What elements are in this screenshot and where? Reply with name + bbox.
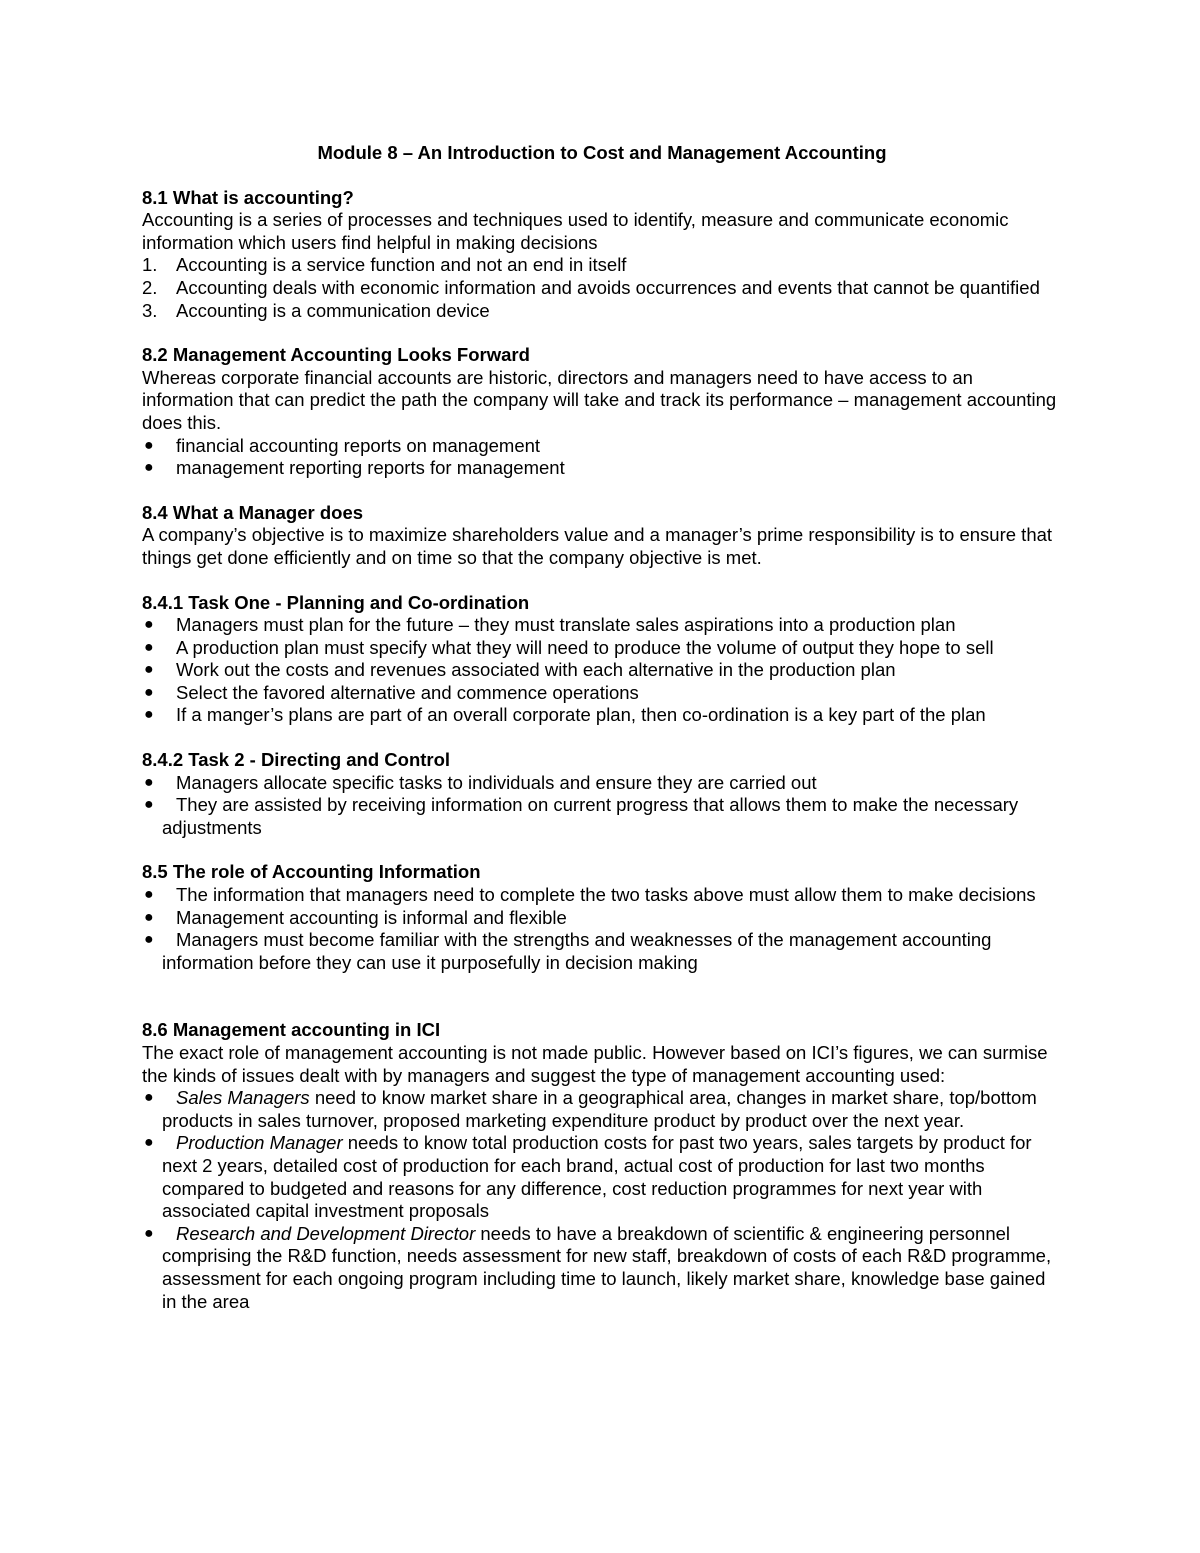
bullet-icon: ● [144,908,154,926]
list-item: ● A production plan must specify what they will need to produce the volume of output they hope to sell [144,636,994,658]
section-paragraph: A company’s objective is to maximize shareholders value and a manager’s prime responsibility is to ensure that things get done efficiently and on time so that the company objective is met. [142,524,1053,568]
bullet-icon: ● [144,931,154,949]
list-item: ● management reporting reports for management [144,457,565,479]
section-8-5 [142,861,1062,974]
list-item: ● Management accounting is informal and flexible [144,906,567,928]
section-8-2 [142,344,1062,480]
list-item: ● They are assisted by receiving information on current progress that allows them to make the necessary adjustments [144,794,1019,838]
bullet-icon: ● [144,1134,154,1152]
section-heading: 8.5 The role of Accounting Information [142,861,481,883]
document-title: Module 8 – An Introduction to Cost and Management Accounting [317,142,887,163]
list-item: 1. Accounting is a service function and not an end in itself [142,254,627,276]
section-paragraph: Whereas corporate financial accounts are historic, directors and managers need to have access to an information that can predict the path the company will take and track its performance – management accounting does this. [142,366,1057,433]
section-heading: 8.6 Management accounting in ICI [142,1019,441,1041]
bullet-icon: ● [144,1089,154,1107]
bullet-icon: ● [144,773,154,791]
list-item: ● financial accounting reports on management [144,434,541,456]
list-item: ● Managers allocate specific tasks to individuals and ensure they are carried out [144,771,817,793]
bullet-list [142,1087,1062,1313]
section-8-4-2 [142,749,1062,839]
list-item: ● Sales Managers need to know market share in a geographical area, changes in market share, top/bottom products in sales turnover, proposed marketing expenditure product by product over the next year. [144,1087,1037,1131]
section-heading: 8.4.1 Task One - Planning and Co-ordination [142,591,530,613]
role-name: Production Manager [176,1132,343,1154]
list-number: 2. [142,276,158,298]
bullet-list [142,772,1062,840]
bullet-list [142,614,1062,727]
bullet-icon: ● [144,1224,154,1242]
section-heading: 8.4.2 Task 2 - Directing and Control [142,749,451,771]
section-heading: 8.4 What a Manager does [142,501,364,523]
bullet-icon: ● [144,886,154,904]
bullet-icon: ● [144,683,154,701]
list-item: ● Research and Development Director needs to have a breakdown of scientific & engineering personnel comprising the R&D function, needs assessment for new staff, breakdown of costs of each R&D programme, assessment for each ongoing program including time to launch, likely market share, knowledge base gained in the area [144,1222,1052,1312]
list-item: ● Work out the costs and revenues associated with each alternative in the production plan [144,659,896,681]
section-8-1 [142,187,1062,323]
bullet-icon: ● [144,616,154,634]
list-number: 3. [142,299,158,321]
bullet-icon: ● [144,459,154,477]
numbered-list [142,254,1062,322]
bullet-icon: ● [144,638,154,656]
list-item: 2. Accounting deals with economic information and avoids occurrences and events that cannot be quantified [142,276,1040,298]
section-paragraph: The exact role of management accounting is not made public. However based on ICI’s figures, we can surmise the kinds of issues dealt with by managers and suggest the type of management accounting used: [142,1042,1048,1086]
list-item: ● The information that managers need to complete the two tasks above must allow them to make decisions [144,884,1036,906]
list-item: ● If a manger’s plans are part of an overall corporate plan, then co-ordination is a key part of the plan [144,704,986,726]
bullet-icon: ● [144,436,154,454]
list-item: 3. Accounting is a communication device [142,299,490,321]
bullet-list [142,435,1062,480]
list-number: 1. [142,254,158,276]
role-name: Sales Managers [176,1087,310,1109]
section-8-4 [142,502,1062,570]
role-name: Research and Development Director [176,1222,476,1244]
section-8-6 [142,1019,1062,1313]
list-item: ● Production Manager needs to know total production costs for past two years, sales targets by product for next 2 years, detailed cost of production for each brand, actual cost of production for last two months compared to budgeted and reasons for any difference, cost reduction programmes for next year with associated capital investment proposals [144,1132,1032,1222]
section-heading: 8.2 Management Accounting Looks Forward [142,344,530,366]
bullet-icon: ● [144,661,154,679]
list-item: ● Managers must become familiar with the strengths and weaknesses of the management accounting information before they can use it purposefully in decision making [144,929,992,973]
section-paragraph: Accounting is a series of processes and techniques used to identify, measure and communicate economic information which users find helpful in making decisions [142,209,1009,253]
section-heading: 8.1 What is accounting? [142,186,354,208]
section-8-4-1 [142,592,1062,728]
list-item: ● Managers must plan for the future – they must translate sales aspirations into a production plan [144,614,956,636]
document-page [142,142,1062,1335]
bullet-list [142,884,1062,974]
list-item: ● Select the favored alternative and commence operations [144,681,639,703]
bullet-icon: ● [144,796,154,814]
bullet-icon: ● [144,706,154,724]
